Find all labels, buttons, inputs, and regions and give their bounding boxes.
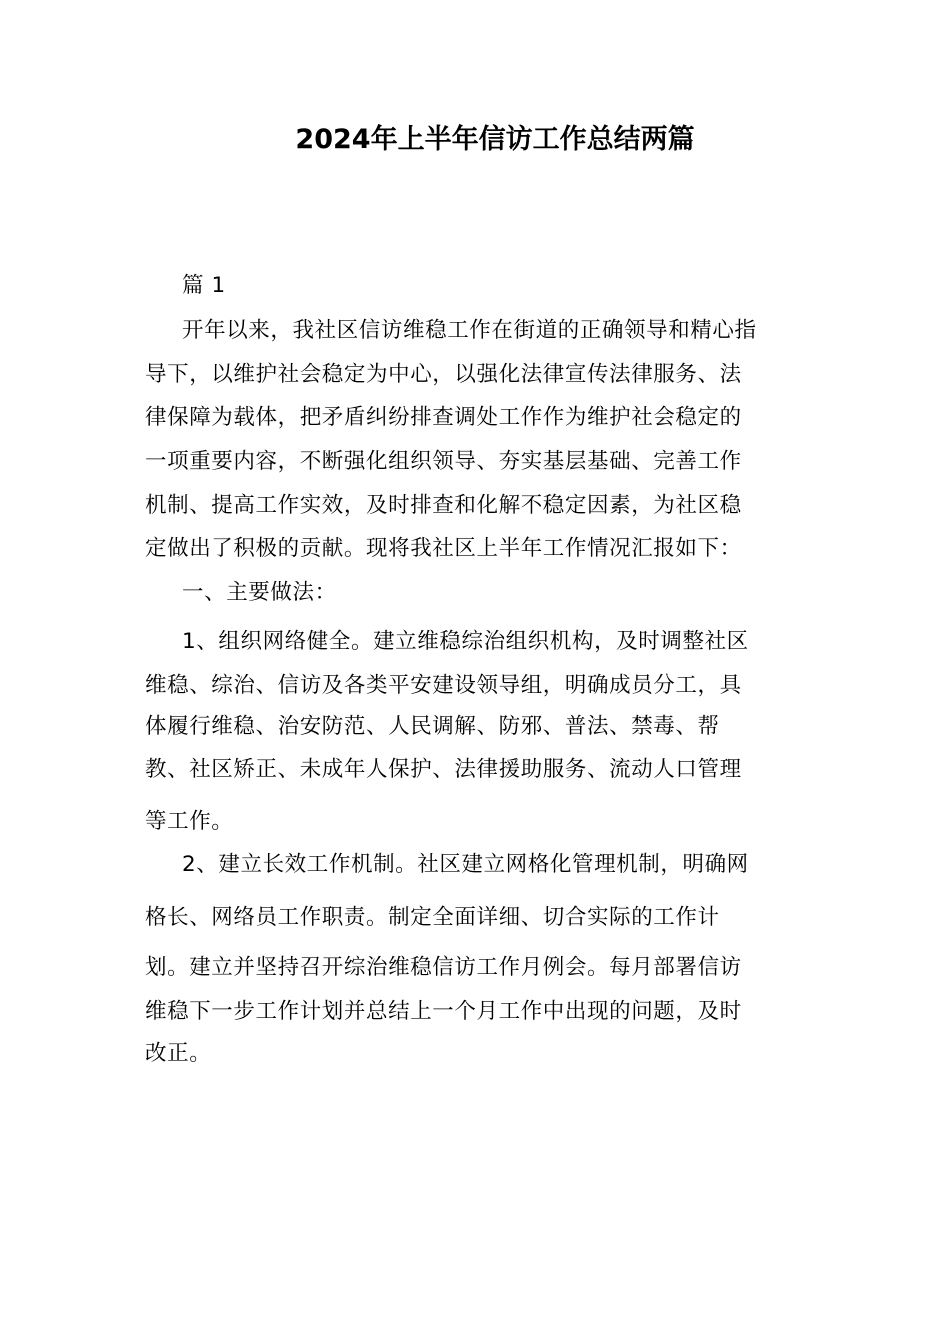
section-heading-part-1: 篇 1	[182, 273, 226, 298]
paragraph-line: 改正。	[145, 1041, 212, 1066]
paragraph-line: 机制、提高工作实效，及时排查和化解不稳定因素，为社区稳	[145, 493, 742, 518]
document-title: 2024年上半年信访工作总结两篇	[295, 124, 695, 155]
paragraph-line: 导下，以维护社会稳定为中心，以强化法律宣传法律服务、法	[145, 362, 742, 387]
paragraph-line: 律保障为载体，把矛盾纠纷排查调处工作作为维护社会稳定的	[145, 405, 742, 430]
paragraph-line: 维稳下一步工作计划并总结上一个月工作中出现的问题，及时	[145, 999, 742, 1024]
paragraph-line: 1、组织网络健全。建立维稳综治组织机构，及时调整社区	[182, 629, 749, 654]
paragraph-line: 一项重要内容，不断强化组织领导、夯实基层基础、完善工作	[145, 449, 742, 474]
paragraph-line: 开年以来，我社区信访维稳工作在街道的正确领导和精心指	[182, 318, 757, 343]
paragraph-line: 划。建立并坚持召开综治维稳信访工作月例会。每月部署信访	[145, 955, 742, 980]
section-heading-main-practices: 一、主要做法：	[182, 580, 337, 605]
paragraph-line: 2、建立长效工作机制。社区建立网格化管理机制，明确网	[182, 852, 749, 877]
paragraph-line: 格长、网络员工作职责。制定全面详细、切合实际的工作计	[145, 905, 720, 930]
paragraph-line: 维稳、综治、信访及各类平安建设领导组，明确成员分工，具	[145, 673, 742, 698]
paragraph-line: 体履行维稳、治安防范、人民调解、防邪、普法、禁毒、帮	[145, 714, 720, 739]
paragraph-line: 教、社区矫正、未成年人保护、法律援助服务、流动人口管理	[145, 757, 742, 782]
paragraph-line: 等工作。	[145, 809, 234, 834]
paragraph-line: 定做出了积极的贡献。现将我社区上半年工作情况汇报如下：	[145, 536, 742, 561]
